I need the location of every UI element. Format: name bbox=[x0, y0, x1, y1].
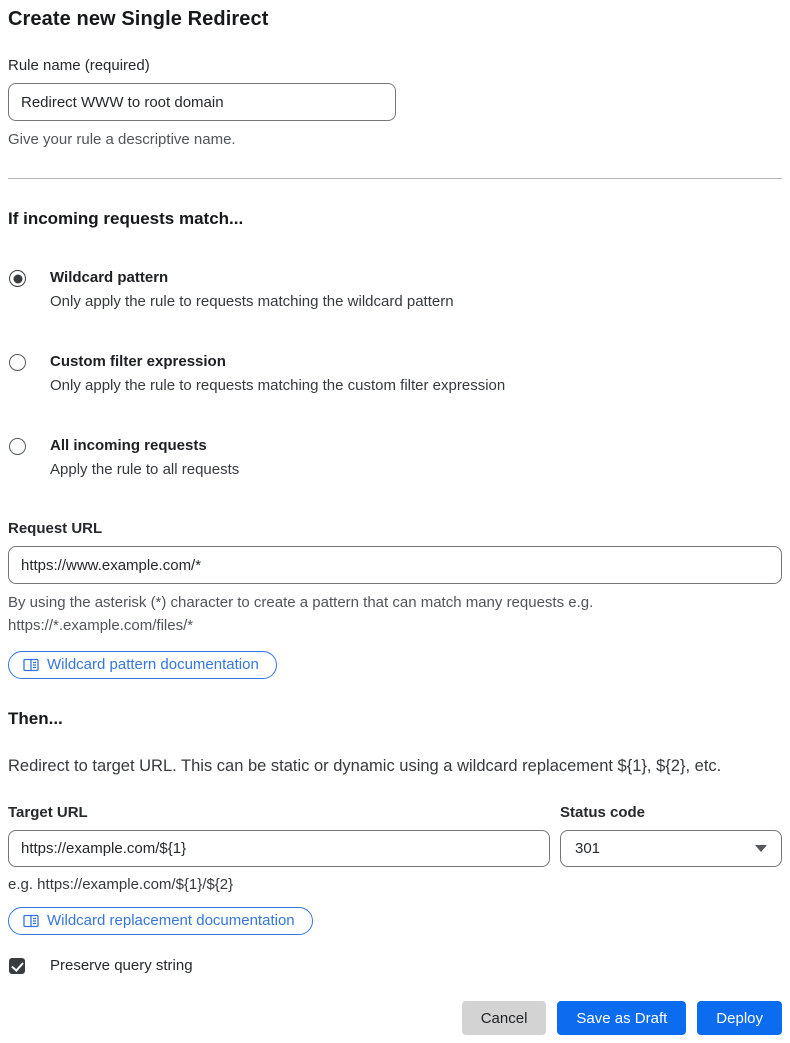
deploy-button[interactable]: Deploy bbox=[697, 1001, 782, 1035]
radio-label: Custom filter expression bbox=[50, 353, 226, 370]
checkbox-icon[interactable] bbox=[9, 958, 25, 974]
request-url-label: Request URL bbox=[8, 520, 103, 537]
radio-description: Only apply the rule to requests matching the wildcard pattern bbox=[50, 293, 454, 310]
radio-description: Only apply the rule to requests matching the custom filter expression bbox=[50, 377, 506, 394]
status-code-select[interactable] bbox=[560, 830, 782, 867]
request-url-help: By using the asterisk (*) character to create a pattern that can match many requests e.g. https://*.example.com/files/* bbox=[8, 594, 594, 634]
then-description: Redirect to target URL. This can be static or dynamic using a wildcard replacement ${1}, ${2}, etc. bbox=[8, 757, 722, 775]
book-icon bbox=[23, 914, 39, 928]
then-section-heading: Then... bbox=[8, 709, 63, 728]
preserve-query-label: Preserve query string bbox=[50, 957, 193, 974]
radio-icon[interactable] bbox=[9, 354, 26, 371]
preserve-query-checkbox-row[interactable] bbox=[8, 957, 782, 974]
match-section-heading: If incoming requests match... bbox=[8, 209, 244, 228]
radio-label: All incoming requests bbox=[50, 437, 207, 454]
doc-button-label: Wildcard pattern documentation bbox=[47, 656, 259, 673]
target-url-label: Target URL bbox=[8, 804, 88, 821]
rule-name-input[interactable] bbox=[8, 83, 396, 121]
request-url-field bbox=[8, 520, 782, 679]
status-code-value: 301 bbox=[575, 840, 601, 857]
target-url-field bbox=[8, 804, 550, 893]
rule-name-label: Rule name (required) bbox=[8, 57, 150, 74]
radio-option-all-requests[interactable] bbox=[8, 436, 782, 480]
wildcard-pattern-doc-button[interactable] bbox=[8, 651, 277, 679]
radio-icon[interactable] bbox=[9, 438, 26, 455]
radio-option-custom-filter[interactable] bbox=[8, 352, 782, 396]
wildcard-replacement-doc-button[interactable] bbox=[8, 907, 313, 935]
target-url-help: e.g. https://example.com/${1}/${2} bbox=[8, 876, 234, 893]
footer-actions bbox=[8, 1001, 782, 1043]
book-icon bbox=[23, 658, 39, 672]
radio-option-wildcard-pattern[interactable] bbox=[8, 268, 782, 312]
request-url-input[interactable] bbox=[8, 546, 782, 584]
radio-icon[interactable] bbox=[9, 270, 26, 287]
target-status-row bbox=[8, 804, 782, 893]
radio-label: Wildcard pattern bbox=[50, 269, 169, 286]
save-as-draft-button[interactable]: Save as Draft bbox=[557, 1001, 686, 1035]
radio-description: Apply the rule to all requests bbox=[50, 461, 240, 478]
match-type-radio-group bbox=[8, 268, 782, 480]
rule-name-help: Give your rule a descriptive name. bbox=[8, 131, 236, 148]
page-title: Create new Single Redirect bbox=[8, 8, 269, 30]
rule-name-field bbox=[8, 57, 782, 151]
status-code-field bbox=[560, 804, 782, 893]
doc-button-label: Wildcard replacement documentation bbox=[47, 912, 295, 929]
status-code-label: Status code bbox=[560, 804, 646, 821]
cancel-button[interactable]: Cancel bbox=[462, 1001, 547, 1035]
target-url-input[interactable] bbox=[8, 830, 550, 867]
chevron-down-icon bbox=[755, 845, 767, 852]
section-divider bbox=[8, 178, 782, 179]
